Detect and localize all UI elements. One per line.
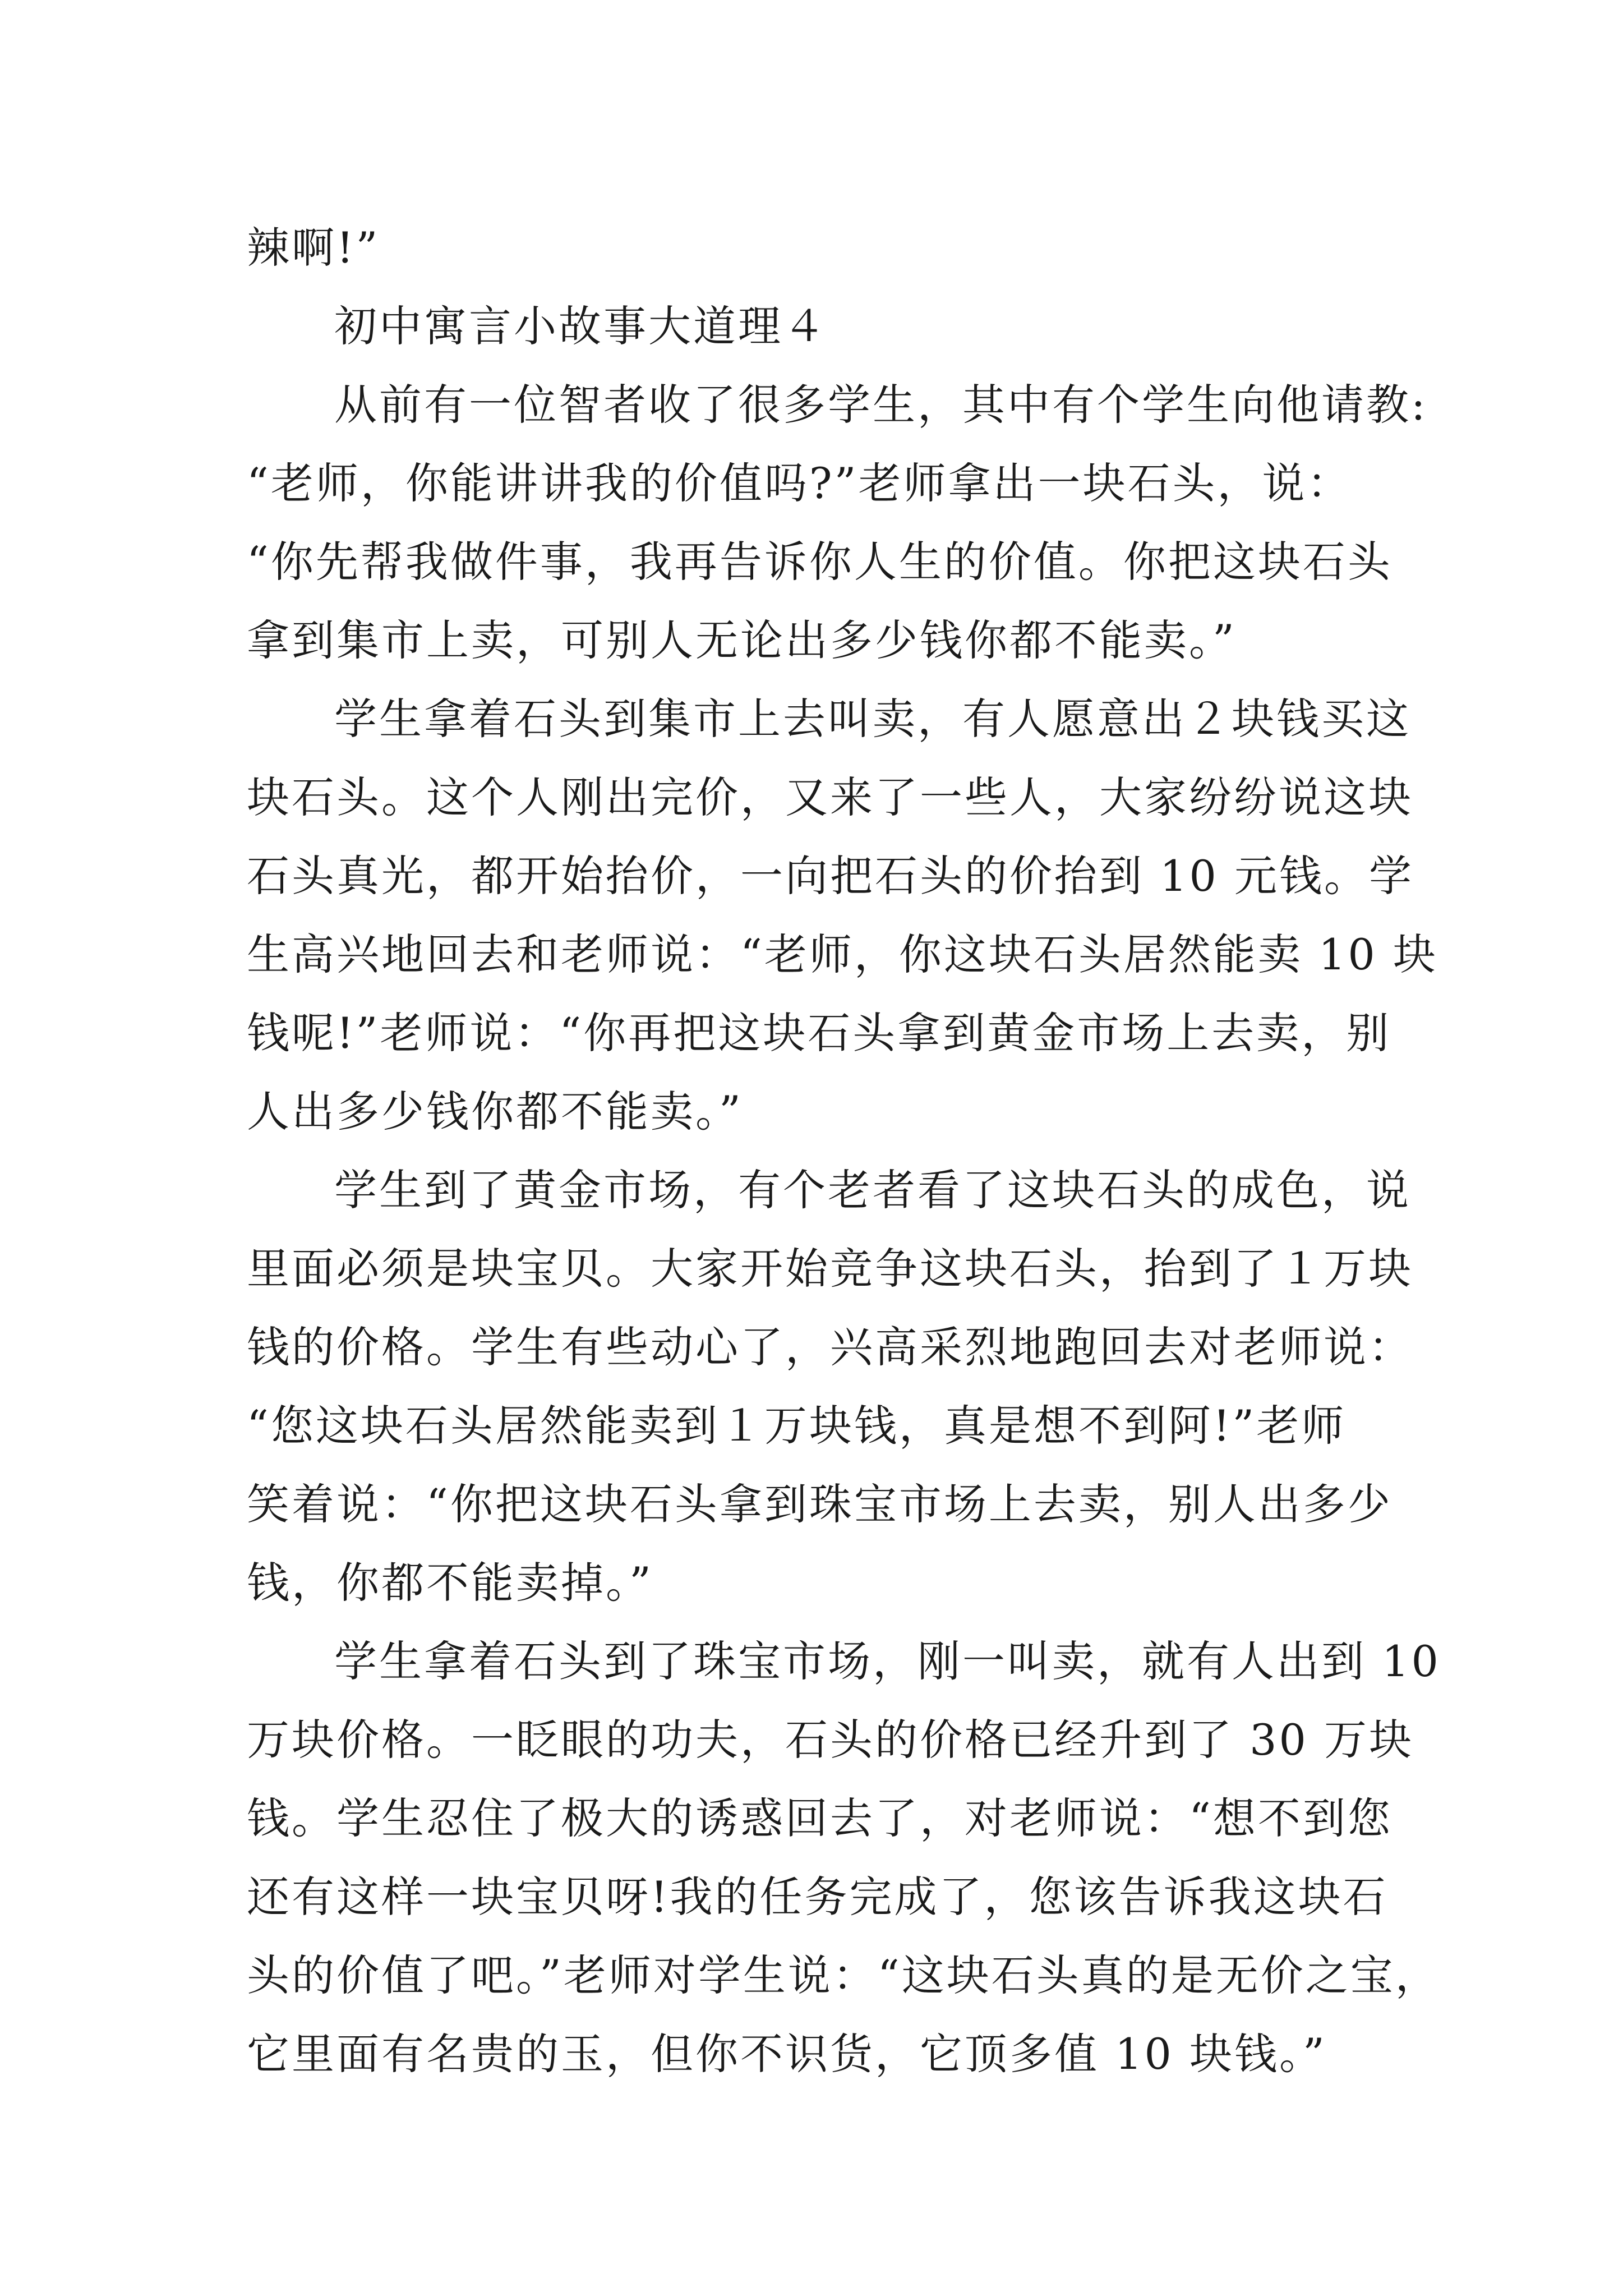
text-line: 辣啊!” (247, 223, 380, 273)
text-line: 万块价格。一眨眼的功夫，石头的价格已经升到了 30 万块 (247, 1715, 1414, 1765)
text-line: 拿到集市上卖，可别人无论出多少钱你都不能卖。” (247, 615, 1237, 665)
text-line: 钱的价格。学生有些动心了，兴高采烈地跑回去对老师说： (247, 1322, 1413, 1372)
text-line: 生高兴地回去和老师说：“老师，你这块石头居然能卖 10 块 (247, 930, 1438, 979)
text-line: 块石头。这个人刚出完价，又来了一些人，大家纷纷说这块 (247, 772, 1413, 822)
document-body (247, 209, 1441, 2093)
text-line: 钱。学生忍住了极大的诱惑回去了，对老师说：“想不到您 (247, 1793, 1393, 1843)
text-line: 学生拿着石头到了珠宝市场，刚一叫卖，就有人出到 10 (334, 1636, 1441, 1686)
text-line: “你先帮我做件事，我再告诉你人生的价值。你把这块石头 (247, 537, 1393, 587)
text-line: 笑着说：“你把这块石头拿到珠宝市场上去卖，别人出多少 (247, 1479, 1393, 1529)
text-line: “您这块石头居然能卖到１万块钱，真是想不到阿!”老师 (247, 1401, 1347, 1451)
text-line: 它里面有名贵的玉，但你不识货，它顶多值 10 块钱。” (247, 2029, 1327, 2079)
text-line: 从前有一位智者收了很多学生，其中有个学生向他请教: (334, 380, 1428, 430)
text-line: 钱呢!”老师说：“你再把这块石头拿到黄金市场上去卖，别 (247, 1008, 1391, 1058)
text-line: 钱，你都不能卖掉。” (247, 1558, 653, 1608)
section-heading: 初中寓言小故事大道理４ (334, 301, 828, 351)
text-line: 学生到了黄金市场，有个老者看了这块石头的成色，说 (334, 1165, 1411, 1215)
text-line: 学生拿着石头到集市上去叫卖，有人愿意出２块钱买这 (334, 694, 1411, 744)
text-line: 里面必须是块宝贝。大家开始竞争这块石头，抬到了１万块 (247, 1244, 1413, 1294)
text-line: 石头真光，都开始抬价，一向把石头的价抬到 10 元钱。学 (247, 851, 1414, 901)
text-line: 还有这样一块宝贝呀!我的任务完成了，您该告诉我这块石 (247, 1872, 1388, 1922)
text-line: 人出多少钱你都不能卖。” (247, 1087, 743, 1137)
text-line: “老师，你能讲讲我的价值吗?”老师拿出一块石头，说： (247, 458, 1352, 508)
text-line: 头的价值了吧。”老师对学生说：“这块石头真的是无价之宝， (247, 1950, 1440, 2000)
